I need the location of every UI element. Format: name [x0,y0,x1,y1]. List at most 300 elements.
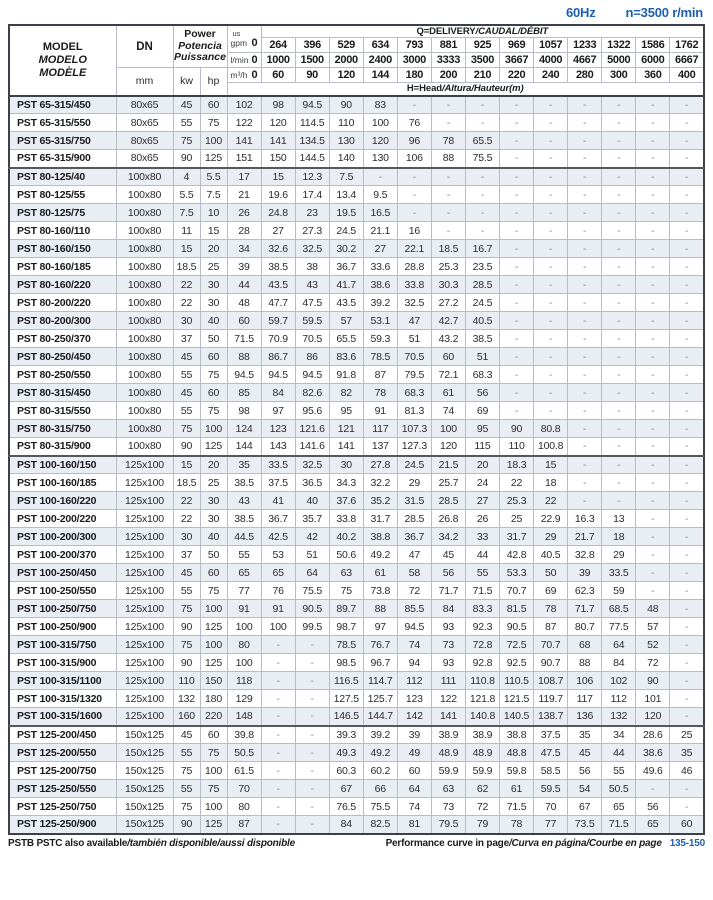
head-value-cell: 31.7 [363,510,397,528]
empty-cell: - [534,294,568,312]
head-value-cell: 20 [465,456,499,474]
hp-cell: 40 [200,528,227,546]
head-value-cell: 63 [431,780,465,798]
head-value-cell: 18.3 [500,456,534,474]
empty-cell: - [636,276,670,294]
head-value-cell: 50.6 [329,546,363,564]
head-value-cell: 82.6 [295,384,329,402]
head-value-cell: 44 [227,276,261,294]
head-value-cell: 81.3 [397,402,431,420]
head-value-cell: 32.5 [295,240,329,258]
kw-cell: 18.5 [173,474,200,492]
empty-cell: - [500,168,534,186]
head-value-cell: 16 [397,222,431,240]
empty-cell: - [295,780,329,798]
head-value-cell: 95 [465,420,499,438]
head-value-cell: 110 [500,438,534,456]
head-value-cell: 84 [431,600,465,618]
empty-cell: - [500,366,534,384]
hp-cell: 100 [200,600,227,618]
flow-value: 240 [534,68,568,83]
head-value-cell: 71.7 [431,582,465,600]
empty-cell: - [568,420,602,438]
head-value-cell: 123 [397,690,431,708]
head-value-cell: 49 [397,744,431,762]
table-row [9,168,704,186]
kw-cell: 75 [173,132,200,150]
empty-cell: - [670,474,704,492]
head-value-cell: 39 [227,258,261,276]
head-value-cell: 138.7 [534,708,568,726]
kw-cell: 75 [173,636,200,654]
head-value-cell: 33.5 [602,564,636,582]
dn-cell: 100x80 [116,402,173,420]
empty-cell: - [602,96,636,114]
head-value-cell: 55 [602,762,636,780]
flow-value: 144 [363,68,397,83]
model-cell: PST 125-200/450 [9,726,116,744]
head-value-cell: 90 [500,420,534,438]
head-value-cell: 28.8 [397,258,431,276]
empty-cell: - [295,744,329,762]
flow-value: 3000 [397,53,431,68]
head-value-cell: 71.7 [568,600,602,618]
flow-value: 1233 [568,38,602,53]
head-value-cell: 81.5 [500,600,534,618]
head-value-cell: 84 [329,816,363,834]
head-value-cell: 117 [568,690,602,708]
empty-cell: - [670,438,704,456]
head-value-cell: 47.5 [534,744,568,762]
head-value-cell: 22 [534,492,568,510]
head-value-cell: 111 [431,672,465,690]
head-value-cell: 141 [431,708,465,726]
empty-cell: - [670,690,704,708]
flow-value: 300 [602,68,636,83]
kw-cell: 90 [173,654,200,672]
head-value-cell: 144.5 [295,150,329,168]
empty-cell: - [602,312,636,330]
head-value-cell: 79.5 [431,816,465,834]
head-value-cell: 60.3 [329,762,363,780]
head-value-cell: 22.9 [534,510,568,528]
kw-cell: 30 [173,528,200,546]
empty-cell: - [670,348,704,366]
empty-cell: - [261,780,295,798]
empty-cell: - [602,204,636,222]
head-value-cell: 70 [534,798,568,816]
head-value-cell: 60 [397,762,431,780]
empty-cell: - [670,402,704,420]
head-value-cell: 7.5 [329,168,363,186]
empty-cell: - [534,150,568,168]
head-value-cell: 50 [534,564,568,582]
empty-cell: - [465,222,499,240]
head-value-cell: 90 [329,96,363,114]
h-head-title: H=Head/Altura/Hauteur(m) [227,83,704,96]
empty-cell: - [568,150,602,168]
head-value-cell: 28 [227,222,261,240]
head-value-cell: 94.5 [227,366,261,384]
head-value-cell: 100 [227,618,261,636]
empty-cell: - [534,402,568,420]
empty-cell: - [500,222,534,240]
empty-cell: - [431,168,465,186]
head-value-cell: 116.5 [329,672,363,690]
head-value-cell: 100 [227,654,261,672]
empty-cell: - [670,312,704,330]
head-value-cell: 21.5 [431,456,465,474]
head-value-cell: 36.7 [261,510,295,528]
empty-cell: - [534,96,568,114]
empty-cell: - [636,204,670,222]
empty-cell: - [465,168,499,186]
head-value-cell: 32.2 [363,474,397,492]
head-value-cell: 127.5 [329,690,363,708]
head-value-cell: 120 [363,132,397,150]
table-row [9,456,704,474]
empty-cell: - [261,762,295,780]
empty-cell: - [534,258,568,276]
head-value-cell: 112 [602,690,636,708]
head-value-cell: 28.5 [465,276,499,294]
table-row [9,528,704,546]
frequency-label: 60Hz [565,4,596,20]
empty-cell: - [295,708,329,726]
head-value-cell: 33.8 [397,276,431,294]
head-value-cell: 47 [397,312,431,330]
head-value-cell: 15 [534,456,568,474]
table-row [9,636,704,654]
head-value-cell: 140 [329,150,363,168]
empty-cell: - [568,258,602,276]
model-cell: PST 100-250/900 [9,618,116,636]
head-value-cell: 35.7 [295,510,329,528]
head-value-cell: 25.7 [431,474,465,492]
flow-unit-gpm: us gpm 0 [227,25,261,53]
head-value-cell: 65.5 [329,330,363,348]
empty-cell: - [261,636,295,654]
head-value-cell: 37.6 [329,492,363,510]
head-value-cell: 56 [465,384,499,402]
head-value-cell: 50.5 [227,744,261,762]
head-value-cell: 87 [363,366,397,384]
head-value-cell: 75.5 [295,582,329,600]
empty-cell: - [568,168,602,186]
hp-cell: 100 [200,636,227,654]
head-value-cell: 54 [568,780,602,798]
table-row [9,564,704,582]
head-value-cell: 110.5 [500,672,534,690]
head-value-cell: 35 [670,744,704,762]
flow-value: 2400 [363,53,397,68]
hp-cell: 20 [200,456,227,474]
head-value-cell: 24 [465,474,499,492]
head-value-cell: 110.8 [465,672,499,690]
empty-cell: - [670,366,704,384]
empty-cell: - [568,384,602,402]
empty-cell: - [295,636,329,654]
empty-cell: - [636,528,670,546]
head-value-cell: 77 [227,582,261,600]
head-value-cell: 150 [261,150,295,168]
empty-cell: - [261,672,295,690]
empty-cell: - [670,384,704,402]
empty-cell: - [670,240,704,258]
head-value-cell: 61 [500,780,534,798]
model-cell: PST 100-250/750 [9,600,116,618]
kw-cell: 37 [173,330,200,348]
head-value-cell: 120 [636,708,670,726]
head-value-cell: 87 [227,816,261,834]
head-value-cell: 79 [465,816,499,834]
empty-cell: - [397,168,431,186]
head-value-cell: 34 [602,726,636,744]
head-value-cell: 63 [329,564,363,582]
head-value-cell: 48.9 [431,744,465,762]
head-value-cell: 100 [363,114,397,132]
empty-cell: - [670,564,704,582]
table-row [9,762,704,780]
head-value-cell: 59.5 [295,312,329,330]
head-value-cell: 9.5 [363,186,397,204]
table-row [9,96,704,114]
dn-cell: 125x100 [116,492,173,510]
model-cell: PST 100-315/1600 [9,708,116,726]
availability-note: PSTB PSTC also available/también disponible/aussi disponible [8,837,295,849]
head-value-cell: 37.5 [261,474,295,492]
empty-cell: - [295,654,329,672]
table-row [9,276,704,294]
empty-cell: - [636,168,670,186]
head-value-cell: 74 [397,798,431,816]
head-value-cell: 27 [261,222,295,240]
head-value-cell: 67 [329,780,363,798]
head-value-cell: 45 [431,546,465,564]
empty-cell: - [670,96,704,114]
dn-cell: 80x65 [116,132,173,150]
empty-cell: - [636,546,670,564]
head-value-cell: 124 [227,420,261,438]
head-value-cell: 33.8 [329,510,363,528]
head-value-cell: 32.6 [261,240,295,258]
table-row [9,366,704,384]
flow-value: 90 [295,68,329,83]
empty-cell: - [670,654,704,672]
head-value-cell: 48 [227,294,261,312]
head-value-cell: 41.7 [329,276,363,294]
head-value-cell: 39.8 [227,726,261,744]
head-value-cell: 93 [431,654,465,672]
model-cell: PST 100-250/450 [9,564,116,582]
empty-cell: - [397,96,431,114]
head-value-cell: 94.5 [295,96,329,114]
kw-cell: 90 [173,438,200,456]
kw-cell: 55 [173,744,200,762]
head-value-cell: 58.5 [534,762,568,780]
dn-cell: 100x80 [116,204,173,222]
head-value-cell: 28.5 [397,510,431,528]
head-value-cell: 136 [568,708,602,726]
head-value-cell: 68.3 [397,384,431,402]
kw-cell: 110 [173,672,200,690]
table-row [9,672,704,690]
empty-cell: - [670,150,704,168]
head-value-cell: 43 [295,276,329,294]
head-value-cell: 43.2 [431,330,465,348]
head-value-cell: 48.9 [465,744,499,762]
empty-cell: - [568,204,602,222]
flow-value: 1762 [670,38,704,53]
head-value-cell: 65 [227,564,261,582]
flow-value: 6000 [636,53,670,68]
flow-unit-m3h: m³/h 0 [227,68,261,83]
kw-cell: 75 [173,762,200,780]
head-value-cell: 141 [261,132,295,150]
head-value-cell: 92.5 [500,654,534,672]
head-value-cell: 60 [431,348,465,366]
hp-cell: 60 [200,348,227,366]
dn-cell: 125x100 [116,672,173,690]
empty-cell: - [465,204,499,222]
kw-cell: 15 [173,240,200,258]
head-value-cell: 71.5 [500,798,534,816]
flow-value: 4667 [568,53,602,68]
head-value-cell: 48.8 [500,744,534,762]
empty-cell: - [636,330,670,348]
hp-cell: 20 [200,240,227,258]
head-value-cell: 76 [261,582,295,600]
model-cell: PST 100-160/220 [9,492,116,510]
kw-cell: 45 [173,384,200,402]
head-value-cell: 72.5 [500,636,534,654]
head-value-cell: 68.5 [602,600,636,618]
hp-cell: 220 [200,708,227,726]
hp-cell: 100 [200,420,227,438]
head-value-cell: 29 [602,546,636,564]
head-value-cell: 43.5 [329,294,363,312]
empty-cell: - [670,528,704,546]
head-value-cell: 73 [431,798,465,816]
empty-cell: - [568,474,602,492]
dn-cell: 100x80 [116,330,173,348]
empty-cell: - [602,330,636,348]
head-value-cell: 83.6 [329,348,363,366]
head-value-cell: 38.5 [465,330,499,348]
table-row [9,258,704,276]
model-cell: PST 100-160/185 [9,474,116,492]
head-value-cell: 22.1 [397,240,431,258]
head-value-cell: 121.8 [465,690,499,708]
head-value-cell: 86.7 [261,348,295,366]
hp-cell: 75 [200,780,227,798]
empty-cell: - [670,618,704,636]
head-value-cell: 119.7 [534,690,568,708]
head-value-cell: 78.5 [329,636,363,654]
head-value-cell: 59.7 [261,312,295,330]
hp-cell: 125 [200,816,227,834]
flow-value: 180 [397,68,431,83]
speed-label: n=3500 r/min [625,4,703,20]
empty-cell: - [670,510,704,528]
empty-cell: - [602,222,636,240]
head-value-cell: 85 [227,384,261,402]
empty-cell: - [431,186,465,204]
empty-cell: - [295,690,329,708]
hp-cell: 40 [200,312,227,330]
kw-cell: 45 [173,564,200,582]
empty-cell: - [670,276,704,294]
head-value-cell: 102 [227,96,261,114]
empty-cell: - [534,276,568,294]
kw-cell: 55 [173,366,200,384]
head-value-cell: 112 [397,672,431,690]
kw-cell: 7.5 [173,204,200,222]
head-value-cell: 23 [295,204,329,222]
head-value-cell: 89.7 [329,600,363,618]
kw-cell: 30 [173,312,200,330]
flow-value: 969 [500,38,534,53]
head-value-cell: 31.5 [397,492,431,510]
empty-cell: - [602,474,636,492]
head-value-cell: 26.8 [431,510,465,528]
head-value-cell: 48 [636,600,670,618]
dn-cell: 125x100 [116,528,173,546]
table-row [9,654,704,672]
empty-cell: - [500,312,534,330]
head-value-cell: 81 [397,816,431,834]
head-value-cell: 80 [227,798,261,816]
table-row [9,438,704,456]
table-row [9,816,704,834]
empty-cell: - [670,582,704,600]
head-value-cell: 90 [636,672,670,690]
head-value-cell: 44 [602,744,636,762]
head-value-cell: 59.8 [500,762,534,780]
kw-cell: 11 [173,222,200,240]
model-cell: PST 80-250/550 [9,366,116,384]
model-cell: PST 100-315/1320 [9,690,116,708]
head-value-cell: 91 [363,402,397,420]
model-cell: PST 100-315/750 [9,636,116,654]
dn-cell: 100x80 [116,258,173,276]
model-cell: PST 100-200/370 [9,546,116,564]
dn-cell: 125x100 [116,474,173,492]
head-value-cell: 12.3 [295,168,329,186]
head-value-cell: 78 [500,816,534,834]
head-value-cell: 18 [534,474,568,492]
empty-cell: - [602,420,636,438]
model-column-header [9,25,116,96]
head-value-cell: 53.3 [500,564,534,582]
empty-cell: - [568,186,602,204]
dn-cell: 100x80 [116,312,173,330]
head-value-cell: 38.8 [500,726,534,744]
head-value-cell: 27.8 [363,456,397,474]
table-row [9,600,704,618]
head-value-cell: 68 [568,636,602,654]
head-value-cell: 70.9 [261,330,295,348]
head-value-cell: 27.2 [431,294,465,312]
head-value-cell: 98.5 [329,654,363,672]
head-value-cell: 52 [636,636,670,654]
hp-cell: 5.5 [200,168,227,186]
head-value-cell: 90.7 [534,654,568,672]
kw-cell: 132 [173,690,200,708]
head-value-cell: 122 [227,114,261,132]
head-value-cell: 39.2 [363,726,397,744]
head-value-cell: 92.3 [465,618,499,636]
